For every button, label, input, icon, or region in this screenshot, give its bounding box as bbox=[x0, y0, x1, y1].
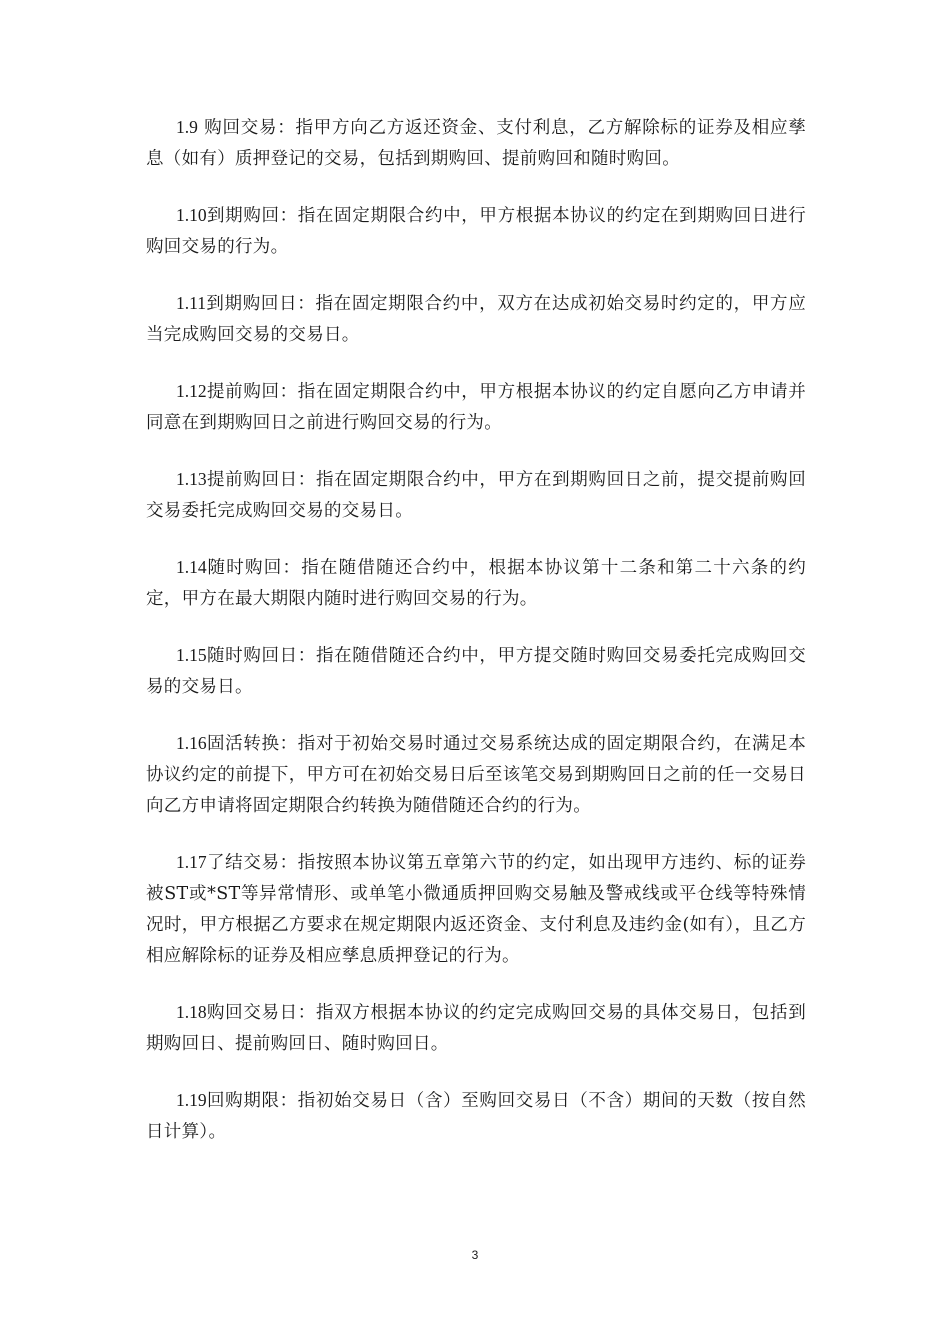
clause-number: 1.13 bbox=[176, 469, 207, 489]
clause-number: 1.18 bbox=[176, 1002, 207, 1022]
clause-1-17 bbox=[146, 847, 806, 972]
clause-1-9 bbox=[146, 112, 806, 175]
clause-number: 1.17 bbox=[176, 852, 207, 872]
clause-1-11 bbox=[146, 288, 806, 351]
clause-text: 到期购回：指在固定期限合约中，甲方根据本协议的约定在到期购回日进行购回交易的行为。 bbox=[146, 206, 806, 257]
clause-number: 1.15 bbox=[176, 645, 207, 665]
clause-text: 随时购回：指在随借随还合约中，根据本协议第十二条和第二十六条的约定，甲方在最大期限内随时进行购回交易的行为。 bbox=[146, 558, 806, 609]
clause-number: 1.10 bbox=[176, 205, 207, 225]
clause-text: 购回交易日：指双方根据本协议的约定完成购回交易的具体交易日，包括到期购回日、提前购回日、随时购回日。 bbox=[146, 1003, 806, 1054]
page-number: 3 bbox=[471, 1248, 479, 1262]
clause-1-18 bbox=[146, 997, 806, 1060]
clause-number: 1.12 bbox=[176, 381, 207, 401]
clause-text: 了结交易：指按照本协议第五章第六节的约定，如出现甲方违约、标的证券被ST或*ST等异常情形、或单笔小微通质押回购交易触及警戒线或平仓线等特殊情况时，甲方根据乙方要求在规定期限内返还资金、支付利息及违约金(如有），且乙方相应解除标的证券及相应孳息质押登记的行为。 bbox=[146, 853, 806, 966]
clause-1-10 bbox=[146, 200, 806, 263]
clause-text: 固活转换：指对于初始交易时通过交易系统达成的固定期限合约，在满足本协议约定的前提下，甲方可在初始交易日后至该笔交易到期购回日之前的任一交易日向乙方申请将固定期限合约转换为随借随还合约的行为。 bbox=[146, 734, 806, 816]
clause-text: 提前购回：指在固定期限合约中，甲方根据本协议的约定自愿向乙方申请并同意在到期购回日之前进行购回交易的行为。 bbox=[146, 382, 806, 433]
clause-1-19 bbox=[146, 1085, 806, 1148]
clause-text: 到期购回日：指在固定期限合约中，双方在达成初始交易时约定的，甲方应当完成购回交易的交易日。 bbox=[146, 294, 806, 345]
clause-text: 购回交易：指甲方向乙方返还资金、支付利息，乙方解除标的证券及相应孳息（如有）质押登记的交易，包括到期购回、提前购回和随时购回。 bbox=[146, 118, 806, 169]
clause-number: 1.11 bbox=[176, 293, 206, 313]
clause-1-14 bbox=[146, 552, 806, 615]
clause-1-16 bbox=[146, 728, 806, 822]
clause-number: 1.16 bbox=[176, 733, 207, 753]
clause-1-15 bbox=[146, 640, 806, 703]
clause-1-12 bbox=[146, 376, 806, 439]
clause-text: 回购期限：指初始交易日（含）至购回交易日（不含）期间的天数（按自然日计算）。 bbox=[146, 1091, 806, 1142]
clause-number: 1.19 bbox=[176, 1090, 207, 1110]
clause-text: 随时购回日：指在随借随还合约中，甲方提交随时购回交易委托完成购回交易的交易日。 bbox=[146, 646, 806, 697]
clause-number: 1.9 bbox=[176, 117, 198, 137]
clause-text: 提前购回日：指在固定期限合约中，甲方在到期购回日之前，提交提前购回交易委托完成购回交易的交易日。 bbox=[146, 470, 806, 521]
document-body bbox=[146, 112, 806, 1173]
clause-number: 1.14 bbox=[176, 557, 207, 577]
clause-1-13 bbox=[146, 464, 806, 527]
